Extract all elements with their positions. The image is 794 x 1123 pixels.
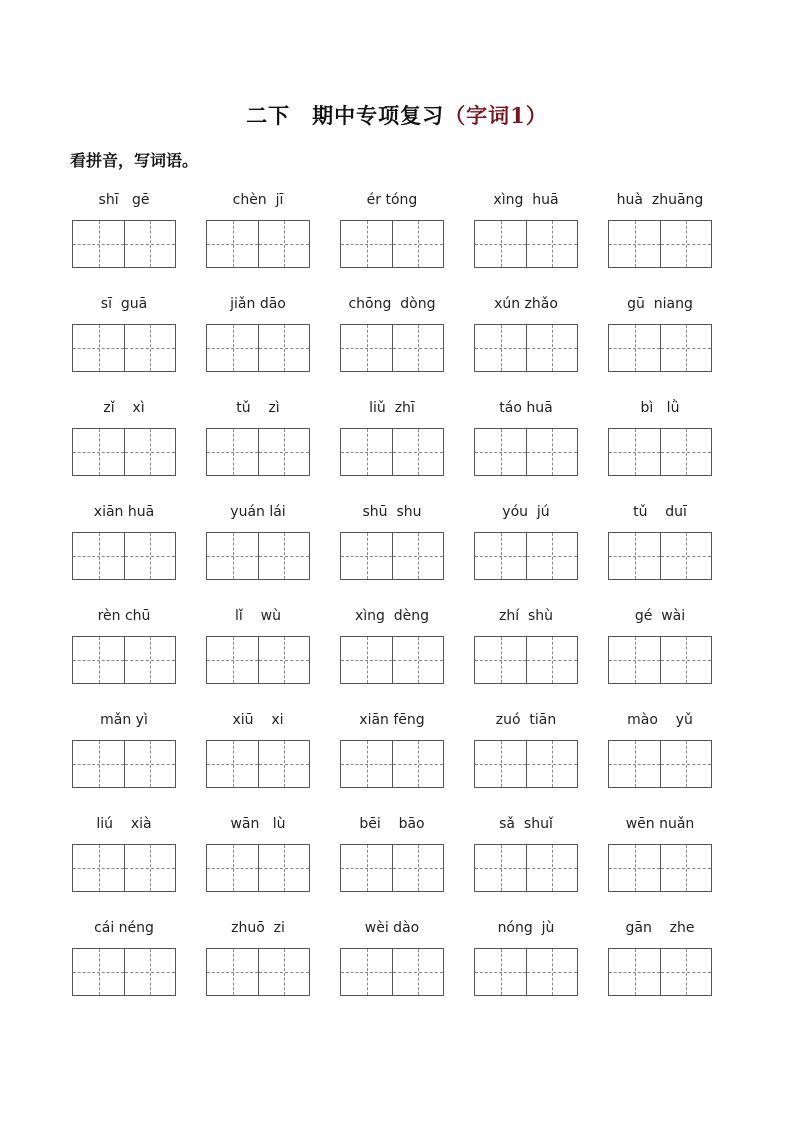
tianzige-cell[interactable]	[609, 741, 660, 787]
tianzige-cell[interactable]	[392, 845, 443, 891]
writing-boxes	[72, 844, 176, 892]
word-item	[72, 400, 176, 490]
tianzige-cell[interactable]	[475, 949, 526, 995]
tianzige-cell[interactable]	[660, 325, 711, 371]
pinyin-label: wān lù	[230, 816, 286, 832]
tianzige-cell[interactable]	[73, 949, 124, 995]
tianzige-cell[interactable]	[124, 429, 175, 475]
writing-boxes	[474, 220, 578, 268]
word-item	[206, 400, 310, 490]
writing-boxes	[72, 636, 176, 684]
writing-boxes	[206, 428, 310, 476]
pinyin-label: sǎ shuǐ	[499, 816, 553, 832]
instruction-text: 看拼音，写词语。	[70, 151, 199, 170]
tianzige-cell[interactable]	[392, 221, 443, 267]
tianzige-cell[interactable]	[258, 845, 309, 891]
word-item	[72, 608, 176, 698]
tianzige-cell[interactable]	[526, 221, 577, 267]
pinyin-label: huà zhuāng	[616, 192, 704, 208]
pinyin-label: shī gē	[98, 192, 150, 208]
word-item	[608, 608, 712, 698]
pinyin-label: bēi bāo	[359, 816, 425, 832]
word-item	[340, 712, 444, 802]
tianzige-cell[interactable]	[392, 429, 443, 475]
pinyin-label: mào yǔ	[627, 712, 693, 728]
tianzige-cell[interactable]	[207, 949, 258, 995]
tianzige-cell[interactable]	[341, 949, 392, 995]
word-item	[474, 920, 578, 1010]
tianzige-cell[interactable]	[73, 845, 124, 891]
tianzige-cell[interactable]	[609, 949, 660, 995]
tianzige-cell[interactable]	[341, 533, 392, 579]
writing-boxes	[72, 740, 176, 788]
tianzige-cell[interactable]	[475, 637, 526, 683]
tianzige-cell[interactable]	[207, 325, 258, 371]
tianzige-cell[interactable]	[609, 325, 660, 371]
writing-boxes	[340, 636, 444, 684]
writing-boxes	[72, 948, 176, 996]
tianzige-cell[interactable]	[392, 533, 443, 579]
tianzige-cell[interactable]	[392, 637, 443, 683]
writing-boxes	[608, 324, 712, 372]
word-item	[608, 504, 712, 594]
writing-boxes	[72, 428, 176, 476]
writing-boxes	[608, 636, 712, 684]
pinyin-label: wēn nuǎn	[625, 816, 695, 832]
word-item	[474, 192, 578, 282]
word-item	[608, 192, 712, 282]
word-item	[608, 296, 712, 386]
tianzige-cell[interactable]	[392, 741, 443, 787]
word-item	[72, 712, 176, 802]
word-item	[608, 400, 712, 490]
writing-boxes	[72, 532, 176, 580]
tianzige-cell[interactable]	[73, 533, 124, 579]
tianzige-cell[interactable]	[341, 429, 392, 475]
pinyin-label: wèi dào	[364, 920, 420, 936]
word-item	[340, 504, 444, 594]
pinyin-label: lǐ wù	[235, 608, 281, 624]
word-item	[474, 816, 578, 906]
writing-boxes	[608, 428, 712, 476]
pinyin-label: chōng dòng	[348, 296, 436, 312]
writing-boxes	[206, 220, 310, 268]
title-subtitle: （字词1）	[444, 103, 548, 128]
pinyin-label: xiān fēng	[359, 712, 425, 728]
tianzige-cell[interactable]	[475, 533, 526, 579]
writing-boxes	[474, 532, 578, 580]
pinyin-label: gū niang	[627, 296, 693, 312]
writing-boxes	[608, 740, 712, 788]
writing-boxes	[474, 948, 578, 996]
writing-boxes	[474, 636, 578, 684]
pinyin-label: gé wài	[634, 608, 686, 624]
tianzige-cell[interactable]	[258, 637, 309, 683]
tianzige-cell[interactable]	[475, 429, 526, 475]
tianzige-cell[interactable]	[207, 741, 258, 787]
writing-boxes	[474, 844, 578, 892]
word-item	[340, 608, 444, 698]
word-item	[608, 712, 712, 802]
tianzige-cell[interactable]	[526, 533, 577, 579]
tianzige-cell[interactable]	[124, 741, 175, 787]
writing-boxes	[340, 428, 444, 476]
writing-boxes	[206, 532, 310, 580]
pinyin-label: zǐ xì	[103, 400, 145, 416]
tianzige-cell[interactable]	[475, 845, 526, 891]
tianzige-cell[interactable]	[526, 949, 577, 995]
tianzige-cell[interactable]	[609, 533, 660, 579]
tianzige-cell[interactable]	[73, 221, 124, 267]
word-item	[474, 296, 578, 386]
word-item	[72, 192, 176, 282]
word-item	[72, 504, 176, 594]
tianzige-cell[interactable]	[609, 429, 660, 475]
tianzige-cell[interactable]	[258, 429, 309, 475]
word-item	[608, 816, 712, 906]
tianzige-cell[interactable]	[660, 741, 711, 787]
tianzige-cell[interactable]	[526, 637, 577, 683]
tianzige-cell[interactable]	[124, 325, 175, 371]
writing-boxes	[340, 220, 444, 268]
writing-boxes	[608, 844, 712, 892]
pinyin-label: yóu jú	[502, 504, 550, 520]
pinyin-label: zhuō zi	[231, 920, 285, 936]
pinyin-label: jiǎn dāo	[230, 296, 286, 312]
pinyin-label: bì lǜ	[640, 400, 680, 416]
tianzige-cell[interactable]	[124, 637, 175, 683]
tianzige-cell[interactable]	[660, 533, 711, 579]
writing-boxes	[340, 948, 444, 996]
pinyin-label: shū shu	[362, 504, 422, 520]
tianzige-cell[interactable]	[475, 741, 526, 787]
pinyin-label: liú xià	[96, 816, 152, 832]
tianzige-cell[interactable]	[526, 325, 577, 371]
pinyin-label: gān zhe	[625, 920, 695, 936]
tianzige-cell[interactable]	[207, 221, 258, 267]
pinyin-label: yuán lái	[230, 504, 286, 520]
pinyin-label: xìng dèng	[354, 608, 430, 624]
tianzige-cell[interactable]	[475, 325, 526, 371]
pinyin-label: tǔ duī	[633, 504, 687, 520]
pinyin-label: xìng huā	[493, 192, 559, 208]
tianzige-cell[interactable]	[258, 533, 309, 579]
tianzige-cell[interactable]	[73, 637, 124, 683]
word-item	[206, 712, 310, 802]
pinyin-label: zhí shù	[498, 608, 554, 624]
pinyin-label: tǔ zì	[236, 400, 280, 416]
pinyin-label: sī guā	[100, 296, 148, 312]
tianzige-cell[interactable]	[258, 949, 309, 995]
writing-boxes	[340, 740, 444, 788]
word-item	[340, 920, 444, 1010]
tianzige-cell[interactable]	[124, 221, 175, 267]
pinyin-label: rèn chū	[97, 608, 151, 624]
word-item	[340, 816, 444, 906]
word-item	[340, 192, 444, 282]
word-item	[206, 296, 310, 386]
tianzige-cell[interactable]	[341, 845, 392, 891]
tianzige-cell[interactable]	[258, 221, 309, 267]
tianzige-cell[interactable]	[341, 741, 392, 787]
tianzige-cell[interactable]	[392, 949, 443, 995]
pinyin-label: chèn jī	[232, 192, 284, 208]
tianzige-cell[interactable]	[73, 429, 124, 475]
tianzige-cell[interactable]	[73, 325, 124, 371]
writing-boxes	[608, 948, 712, 996]
tianzige-cell[interactable]	[660, 949, 711, 995]
tianzige-cell[interactable]	[207, 429, 258, 475]
tianzige-cell[interactable]	[526, 429, 577, 475]
writing-boxes	[608, 532, 712, 580]
pinyin-label: xún zhǎo	[494, 296, 558, 312]
writing-boxes	[72, 220, 176, 268]
pinyin-label: liǔ zhī	[369, 400, 415, 416]
writing-boxes	[72, 324, 176, 372]
tianzige-cell[interactable]	[207, 533, 258, 579]
tianzige-cell[interactable]	[124, 533, 175, 579]
writing-boxes	[206, 324, 310, 372]
writing-boxes	[340, 324, 444, 372]
word-item	[340, 400, 444, 490]
tianzige-cell[interactable]	[341, 221, 392, 267]
writing-boxes	[206, 844, 310, 892]
title-main: 二下 期中专项复习	[246, 103, 445, 128]
tianzige-cell[interactable]	[124, 845, 175, 891]
tianzige-cell[interactable]	[73, 741, 124, 787]
writing-boxes	[474, 740, 578, 788]
pinyin-label: xiū xi	[232, 712, 284, 728]
tianzige-cell[interactable]	[392, 325, 443, 371]
pinyin-label: mǎn yì	[100, 712, 148, 728]
pinyin-label: nóng jù	[497, 920, 555, 936]
word-item	[206, 816, 310, 906]
tianzige-cell[interactable]	[207, 637, 258, 683]
tianzige-cell[interactable]	[609, 845, 660, 891]
word-item	[206, 608, 310, 698]
writing-boxes	[474, 324, 578, 372]
tianzige-cell[interactable]	[124, 949, 175, 995]
word-item	[72, 296, 176, 386]
word-item	[474, 504, 578, 594]
pinyin-label: xiān huā	[93, 504, 155, 520]
tianzige-cell[interactable]	[609, 221, 660, 267]
writing-boxes	[474, 428, 578, 476]
tianzige-cell[interactable]	[341, 637, 392, 683]
writing-boxes	[608, 220, 712, 268]
tianzige-cell[interactable]	[609, 637, 660, 683]
word-item	[474, 712, 578, 802]
tianzige-cell[interactable]	[258, 325, 309, 371]
word-item	[474, 400, 578, 490]
word-item	[340, 296, 444, 386]
tianzige-cell[interactable]	[258, 741, 309, 787]
tianzige-cell[interactable]	[660, 221, 711, 267]
tianzige-cell[interactable]	[660, 429, 711, 475]
word-item	[608, 920, 712, 1010]
tianzige-cell[interactable]	[660, 637, 711, 683]
word-item	[72, 920, 176, 1010]
tianzige-cell[interactable]	[207, 845, 258, 891]
tianzige-cell[interactable]	[526, 741, 577, 787]
writing-boxes	[340, 532, 444, 580]
pinyin-label: cái néng	[94, 920, 154, 936]
tianzige-cell[interactable]	[526, 845, 577, 891]
word-item	[206, 192, 310, 282]
writing-boxes	[206, 636, 310, 684]
word-item	[474, 608, 578, 698]
tianzige-cell[interactable]	[660, 845, 711, 891]
writing-boxes	[340, 844, 444, 892]
pinyin-label: zuó tiān	[495, 712, 557, 728]
word-item	[206, 920, 310, 1010]
pinyin-label: ér tóng	[366, 192, 418, 208]
word-item	[206, 504, 310, 594]
writing-boxes	[206, 740, 310, 788]
word-item	[72, 816, 176, 906]
writing-boxes	[206, 948, 310, 996]
pinyin-label: táo huā	[499, 400, 553, 416]
tianzige-cell[interactable]	[475, 221, 526, 267]
tianzige-cell[interactable]	[341, 325, 392, 371]
